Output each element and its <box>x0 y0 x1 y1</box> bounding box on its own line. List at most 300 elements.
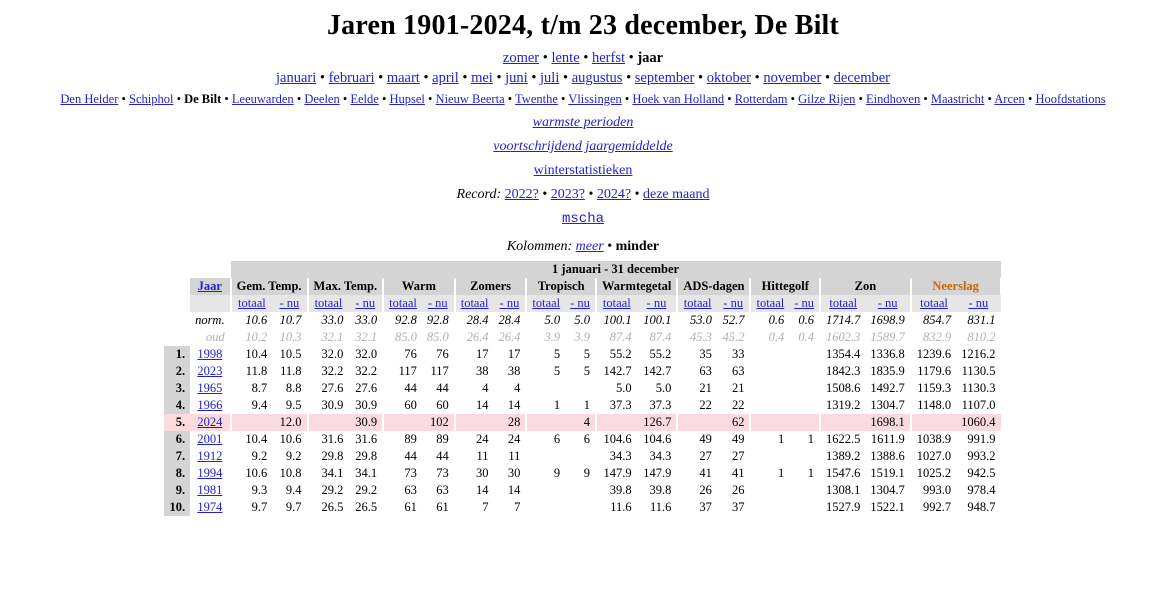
row-year-cell <box>190 346 231 363</box>
table-cell: 1 <box>807 466 815 480</box>
table-cell: 1 <box>750 465 789 482</box>
subheader-cell <box>308 295 349 312</box>
table-cell: 1547.6 <box>820 465 865 482</box>
table-cell: 33.0 <box>355 313 378 327</box>
nav-bullet: • <box>920 92 931 106</box>
table-subheader-row <box>164 295 1000 312</box>
nav-bullet: • <box>173 92 185 106</box>
table-cell: 1519.1 <box>870 466 905 480</box>
table-cell <box>789 397 820 414</box>
year-link-2024[interactable]: 2024 <box>197 415 223 429</box>
subheader-jaar <box>190 295 231 312</box>
table-cell: 11.8 <box>231 363 273 380</box>
record-link-2022-[interactable]: 2022? <box>504 187 539 202</box>
month-link-maart[interactable]: maart <box>386 70 420 86</box>
table-cell: 73 <box>436 466 449 480</box>
column-group-gem-temp-: Gem. Temp. <box>231 278 308 295</box>
table-cell: 63 <box>731 364 745 378</box>
table-cell <box>789 380 820 397</box>
table-cell: 26 <box>677 482 717 499</box>
year-link-1965[interactable]: 1965 <box>197 381 223 395</box>
table-cell <box>789 448 820 465</box>
table-cell: 9.7 <box>231 499 273 516</box>
row-year-cell <box>190 414 231 431</box>
table-cell <box>308 414 349 431</box>
page-title: Jaren 1901-2024, t/m 23 december, De Bilt <box>326 10 840 41</box>
table-cell: 29.2 <box>308 482 349 499</box>
table-cell: 34.1 <box>355 466 378 480</box>
nav-bullet: • <box>621 92 633 106</box>
table-row <box>164 499 1000 516</box>
table-cell: 30 <box>507 466 521 480</box>
station-link-rotterdam[interactable]: Rotterdam <box>734 92 788 106</box>
nav-bullet: • <box>339 92 351 106</box>
record-link-2023-[interactable]: 2023? <box>550 187 585 202</box>
subheader-cell <box>750 295 789 312</box>
month-link-augustus[interactable]: augustus <box>571 70 623 86</box>
table-cell: 1179.6 <box>911 363 956 380</box>
row-rank: 9. <box>164 482 190 499</box>
table-band-row <box>164 261 1000 278</box>
subheader-cell <box>231 295 273 312</box>
row-rank: 8. <box>164 465 190 482</box>
table-cell: 89 <box>383 431 422 448</box>
table-cell: 41 <box>731 466 745 480</box>
subheader-cell <box>956 295 1000 312</box>
record-link-2024-[interactable]: 2024? <box>596 187 632 202</box>
record-bullet: • <box>584 187 597 202</box>
nav-bullet: • <box>579 50 592 66</box>
subheader-cell <box>272 295 307 312</box>
table-cell: 9 <box>526 465 565 482</box>
table-cell <box>750 448 789 465</box>
subheader-link-tropisch-totaal[interactable]: totaal <box>532 296 561 310</box>
station-link-den-helder[interactable]: Den Helder <box>60 92 119 106</box>
subheader-cell <box>820 295 865 312</box>
table-cell <box>565 380 596 397</box>
table-cell: 24 <box>455 431 494 448</box>
nav-bullet: • <box>984 92 995 106</box>
subheader-link-hittegolf-totaal[interactable]: totaal <box>756 296 785 310</box>
table-cell: 5.0 <box>596 380 637 397</box>
record-bullet: • <box>631 187 643 202</box>
table-cell: 11.6 <box>596 499 637 516</box>
subheader-link-ads-dagen-totaal[interactable]: totaal <box>683 296 712 310</box>
table-cell: 1 <box>583 398 590 412</box>
station-link-eelde[interactable]: Eelde <box>350 92 379 106</box>
table-cell: 21 <box>731 381 745 395</box>
table-cell: 5.0 <box>574 313 590 327</box>
table-cell: 28.4 <box>498 313 521 327</box>
station-link-leeuwarden[interactable]: Leeuwarden <box>231 92 294 106</box>
month-link-september[interactable]: september <box>634 70 695 86</box>
table-cell: 948.7 <box>967 500 996 514</box>
table-cell: 32.2 <box>308 363 349 380</box>
subheader-link-gem-temp--nu[interactable]: - nu <box>279 296 300 310</box>
table-cell: 9.5 <box>285 398 302 412</box>
subheader-link-neerslag-nu[interactable]: - nu <box>968 296 989 310</box>
table-cell: 29.8 <box>355 449 378 463</box>
table-cell: 45.3 <box>677 329 717 346</box>
year-link-1998[interactable]: 1998 <box>197 347 223 361</box>
band-spacer <box>164 261 190 278</box>
table-cell: 10.3 <box>279 330 302 344</box>
table-cell: 10.6 <box>279 432 302 446</box>
subheader-link-max-temp--totaal[interactable]: totaal <box>314 296 343 310</box>
station-link-nieuw-beerta[interactable]: Nieuw Beerta <box>435 92 505 106</box>
record-label: Record: <box>456 187 502 202</box>
table-cell: 100.1 <box>596 312 637 329</box>
month-link-februari[interactable]: februari <box>328 70 375 86</box>
column-group-hittegolf: Hittegolf <box>750 278 820 295</box>
table-cell: 33.0 <box>308 312 349 329</box>
year-link-2023[interactable]: 2023 <box>197 364 223 378</box>
subheader-link-gem-temp--totaal[interactable]: totaal <box>238 296 266 310</box>
nav-bullet: • <box>559 70 572 86</box>
season-link-herfst[interactable]: herfst <box>591 50 625 66</box>
table-cell: 1336.8 <box>870 347 905 361</box>
table-cell: 810.2 <box>967 330 996 344</box>
subheader-link-warm-totaal[interactable]: totaal <box>389 296 417 310</box>
voortschrijdend-jaargemiddelde-link[interactable]: voortschrijdend jaargemiddelde <box>493 139 673 154</box>
row-rank: 7. <box>164 448 190 465</box>
table-cell: 85.0 <box>426 330 449 344</box>
statistics-table <box>164 261 1001 516</box>
nav-bullet: • <box>821 70 834 86</box>
table-cell: 29.2 <box>355 483 378 497</box>
row-year-cell <box>190 431 231 448</box>
table-row-oud <box>164 329 1000 346</box>
station-link-vlissingen[interactable]: Vlissingen <box>568 92 622 106</box>
row-year-cell <box>190 397 231 414</box>
table-cell: 832.9 <box>911 329 956 346</box>
year-link-1994[interactable]: 1994 <box>197 466 223 480</box>
subheader-link-warmtegetal-nu[interactable]: - nu <box>646 296 667 310</box>
table-cell: 1216.2 <box>961 347 996 361</box>
table-cell <box>750 414 789 431</box>
nav-bullet: • <box>374 70 387 86</box>
row-rank: 1. <box>164 346 190 363</box>
table-cell: 29.8 <box>308 448 349 465</box>
season-link-zomer[interactable]: zomer <box>502 50 540 66</box>
table-cell: 10.6 <box>231 465 273 482</box>
subheader-cell <box>526 295 565 312</box>
table-cell: 1107.0 <box>961 398 996 412</box>
table-cell: 1388.6 <box>870 449 905 463</box>
table-cell: 32.2 <box>355 364 378 378</box>
year-link-2001[interactable]: 2001 <box>197 432 223 446</box>
table-cell: 4 <box>514 381 521 395</box>
table-cell <box>750 499 789 516</box>
station-link-hoofdstations[interactable]: Hoofdstations <box>1035 92 1106 106</box>
table-cell: 1027.0 <box>911 448 956 465</box>
table-cell: 1698.1 <box>865 414 910 431</box>
table-cell: 28.4 <box>455 312 494 329</box>
mscha-link[interactable]: mscha <box>561 211 604 227</box>
table-cell: 31.6 <box>308 431 349 448</box>
table-cell: 10.7 <box>279 313 302 327</box>
subheader-cell <box>717 295 751 312</box>
table-cell: 117 <box>430 364 449 378</box>
table-cell: 1130.5 <box>961 364 996 378</box>
table-cell: 76 <box>436 347 449 361</box>
column-group-ads-dagen: ADS-dagen <box>677 278 750 295</box>
table-cell <box>526 414 565 431</box>
year-link-1966[interactable]: 1966 <box>197 398 223 412</box>
table-cell: 1148.0 <box>911 397 956 414</box>
row-year-cell <box>190 363 231 380</box>
table-cell: 34.1 <box>308 465 349 482</box>
subheader-link-zomers-nu[interactable]: - nu <box>499 296 520 310</box>
table-cell: 11.6 <box>649 500 672 514</box>
month-link-januari[interactable]: januari <box>276 70 317 86</box>
row-year-cell <box>190 482 231 499</box>
table-cell: 142.7 <box>643 364 672 378</box>
month-link-mei[interactable]: mei <box>471 70 493 86</box>
table-cell: 3.9 <box>526 329 565 346</box>
table-cell: 30.9 <box>308 397 349 414</box>
table-cell: 1159.3 <box>911 380 956 397</box>
table-cell: 17 <box>455 346 494 363</box>
table-cell: 11 <box>455 448 494 465</box>
table-cell: 7 <box>514 500 521 514</box>
year-link-1912[interactable]: 1912 <box>197 449 223 463</box>
subheader-link-warm-nu[interactable]: - nu <box>427 296 448 310</box>
subheader-link-zomers-totaal[interactable]: totaal <box>460 296 489 310</box>
kolommen-row <box>0 239 1166 255</box>
table-cell: 52.7 <box>722 313 745 327</box>
subheader-link-ads-dagen-nu[interactable]: - nu <box>723 296 744 310</box>
row-rank-cell <box>164 312 190 329</box>
table-cell: 10.5 <box>279 347 302 361</box>
table-cell: 6 <box>583 432 590 446</box>
year-link-1974[interactable]: 1974 <box>197 500 223 514</box>
table-row <box>164 380 1000 397</box>
table-row <box>164 414 1000 431</box>
nav-bullet: • <box>458 70 472 86</box>
subheader-link-neerslag-totaal[interactable]: totaal <box>920 296 948 310</box>
subheader-cell <box>596 295 637 312</box>
subheader-link-warmtegetal-totaal[interactable]: totaal <box>602 296 631 310</box>
nav-bullet: • <box>527 70 541 86</box>
table-cell: 9.4 <box>231 397 273 414</box>
table-cell <box>789 363 820 380</box>
table-cell: 0.6 <box>750 312 789 329</box>
station-link-de-bilt: De Bilt <box>184 92 222 106</box>
table-cell: 1025.2 <box>911 465 956 482</box>
nav-bullet: • <box>787 92 799 106</box>
station-link-gilze-rijen[interactable]: Gilze Rijen <box>798 92 856 106</box>
table-cell: 63 <box>383 482 422 499</box>
table-cell <box>820 414 865 431</box>
row-rank: 5. <box>164 414 190 431</box>
table-cell: 1 <box>807 432 815 446</box>
table-cell: 831.1 <box>967 313 996 327</box>
row-label: norm. <box>195 313 225 327</box>
station-link-hoek-van-holland[interactable]: Hoek van Holland <box>632 92 725 106</box>
table-cell: 30.9 <box>355 398 378 412</box>
table-cell: 44 <box>383 380 422 397</box>
table-cell: 24 <box>507 432 521 446</box>
station-link-maastricht[interactable]: Maastricht <box>930 92 985 106</box>
table-cell: 26 <box>731 483 745 497</box>
subheader-link-hittegolf-nu[interactable]: - nu <box>794 296 815 310</box>
table-cell: 22 <box>731 398 745 412</box>
row-rank: 10. <box>164 499 190 516</box>
table-row <box>164 363 1000 380</box>
table-cell: 60 <box>383 397 422 414</box>
month-link-juli[interactable]: juli <box>540 70 560 86</box>
table-cell <box>677 414 717 431</box>
winterstatistieken-link-row <box>0 163 1166 179</box>
table-cell: 1622.5 <box>820 431 865 448</box>
nav-bullet: • <box>625 50 638 66</box>
row-year-cell <box>190 448 231 465</box>
table-cell: 32.0 <box>355 347 378 361</box>
table-cell: 61 <box>383 499 422 516</box>
table-cell: 32.0 <box>308 346 349 363</box>
table-cell: 61 <box>436 500 449 514</box>
kolommen-meer-link[interactable]: meer <box>575 239 604 254</box>
record-link-deze-maand[interactable]: deze maand <box>642 187 710 202</box>
table-cell: 9.2 <box>231 448 273 465</box>
station-link-eindhoven[interactable]: Eindhoven <box>866 92 921 106</box>
subheader-cell <box>789 295 820 312</box>
table-cell <box>750 482 789 499</box>
nav-bullet: • <box>316 70 329 86</box>
subheader-cell <box>637 295 678 312</box>
subheader-link-zon-totaal[interactable]: totaal <box>829 296 858 310</box>
record-row <box>0 187 1166 203</box>
table-cell: 1698.9 <box>870 313 905 327</box>
table-cell: 1611.9 <box>870 432 905 446</box>
table-cell: 7 <box>455 499 494 516</box>
table-cell: 44 <box>383 448 422 465</box>
table-cell: 45.2 <box>722 330 745 344</box>
subheader-link-zon-nu[interactable]: - nu <box>877 296 898 310</box>
station-link-schiphol[interactable]: Schiphol <box>129 92 174 106</box>
jaar-column-link[interactable]: Jaar <box>197 279 222 293</box>
station-link-arcen[interactable]: Arcen <box>994 92 1025 106</box>
year-link-1981[interactable]: 1981 <box>197 483 223 497</box>
table-cell: 1354.4 <box>820 346 865 363</box>
nav-bullet: • <box>1024 92 1036 106</box>
subheader-link-tropisch-nu[interactable]: - nu <box>570 296 590 310</box>
nav-bullet: • <box>504 92 516 106</box>
month-link-december[interactable]: december <box>833 70 890 86</box>
season-link-jaar: jaar <box>637 50 664 66</box>
table-cell: 39.8 <box>596 482 637 499</box>
month-link-november[interactable]: november <box>763 70 822 86</box>
record-bullet: • <box>538 187 551 202</box>
month-link-oktober[interactable]: oktober <box>706 70 751 86</box>
station-link-twenthe[interactable]: Twenthe <box>515 92 558 106</box>
table-cell: 11 <box>508 449 521 463</box>
table-cell: 31.6 <box>355 432 378 446</box>
table-cell <box>526 499 565 516</box>
table-cell: 87.4 <box>649 330 672 344</box>
nav-bullet: • <box>221 92 232 106</box>
nav-bullet: • <box>557 92 569 106</box>
table-cell: 10.6 <box>231 312 273 329</box>
table-cell: 87.4 <box>596 329 637 346</box>
nav-bullet: • <box>694 70 707 86</box>
subheader-cell <box>677 295 717 312</box>
table-cell <box>231 414 273 431</box>
table-row <box>164 448 1000 465</box>
table-cell: 9.2 <box>285 449 302 463</box>
table-cell: 12.0 <box>272 414 307 431</box>
row-year-cell <box>190 380 231 397</box>
column-group-neerslag: Neerslag <box>911 278 1001 295</box>
table-cell: 1319.2 <box>820 397 865 414</box>
table-cell: 4 <box>455 380 494 397</box>
table-cell: 55.2 <box>649 347 672 361</box>
table-cell: 26.5 <box>308 499 349 516</box>
table-cell: 27.6 <box>308 380 349 397</box>
table-cell: 993.2 <box>967 449 996 463</box>
table-cell: 10.8 <box>279 466 302 480</box>
warmste-perioden-link[interactable]: warmste perioden <box>532 115 634 130</box>
table-cell: 32.1 <box>355 330 378 344</box>
column-group-max-temp-: Max. Temp. <box>308 278 384 295</box>
table-cell: 1308.1 <box>820 482 865 499</box>
table-cell: 27.6 <box>355 381 378 395</box>
table-cell <box>455 414 494 431</box>
table-cell: 9.4 <box>285 483 302 497</box>
nav-bullet: • <box>492 70 506 86</box>
table-cell: 14 <box>455 482 494 499</box>
table-cell <box>750 397 789 414</box>
table-cell: 60 <box>436 398 449 412</box>
table-cell: 117 <box>383 363 422 380</box>
table-cell: 30.9 <box>348 414 383 431</box>
table-cell: 5.0 <box>655 381 672 395</box>
table-cell: 10.2 <box>231 329 273 346</box>
table-cell: 1492.7 <box>870 381 905 395</box>
winterstatistieken-link[interactable]: winterstatistieken <box>533 163 633 178</box>
table-cell: 4 <box>565 414 596 431</box>
nav-bullet: • <box>424 92 436 106</box>
table-cell <box>565 482 596 499</box>
table-row <box>164 482 1000 499</box>
column-group-zon: Zon <box>820 278 911 295</box>
row-year-cell <box>190 499 231 516</box>
month-nav <box>0 70 1166 87</box>
table-cell: 27 <box>731 449 745 463</box>
subheader-link-max-temp--nu[interactable]: - nu <box>355 296 376 310</box>
season-link-lente[interactable]: lente <box>551 50 580 66</box>
table-cell: 8.8 <box>285 381 302 395</box>
table-cell: 92.8 <box>426 313 449 327</box>
station-link-deelen[interactable]: Deelen <box>304 92 340 106</box>
station-link-hupsel[interactable]: Hupsel <box>389 92 425 106</box>
kolommen-minder-label: minder <box>615 239 660 254</box>
table-cell: 38 <box>507 364 521 378</box>
table-cell: 76 <box>383 346 422 363</box>
nav-bullet: • <box>539 50 552 66</box>
kolommen-label: Kolommen: <box>506 239 573 254</box>
table-cell: 34.3 <box>649 449 672 463</box>
column-group-jaar <box>190 278 231 295</box>
table-cell <box>526 448 565 465</box>
table-cell: 1304.7 <box>870 398 905 412</box>
month-link-juni[interactable]: juni <box>505 70 528 86</box>
subheader-cell <box>565 295 596 312</box>
season-nav <box>0 50 1166 67</box>
table-cell: 39.8 <box>649 483 672 497</box>
month-link-april[interactable]: april <box>432 70 459 86</box>
